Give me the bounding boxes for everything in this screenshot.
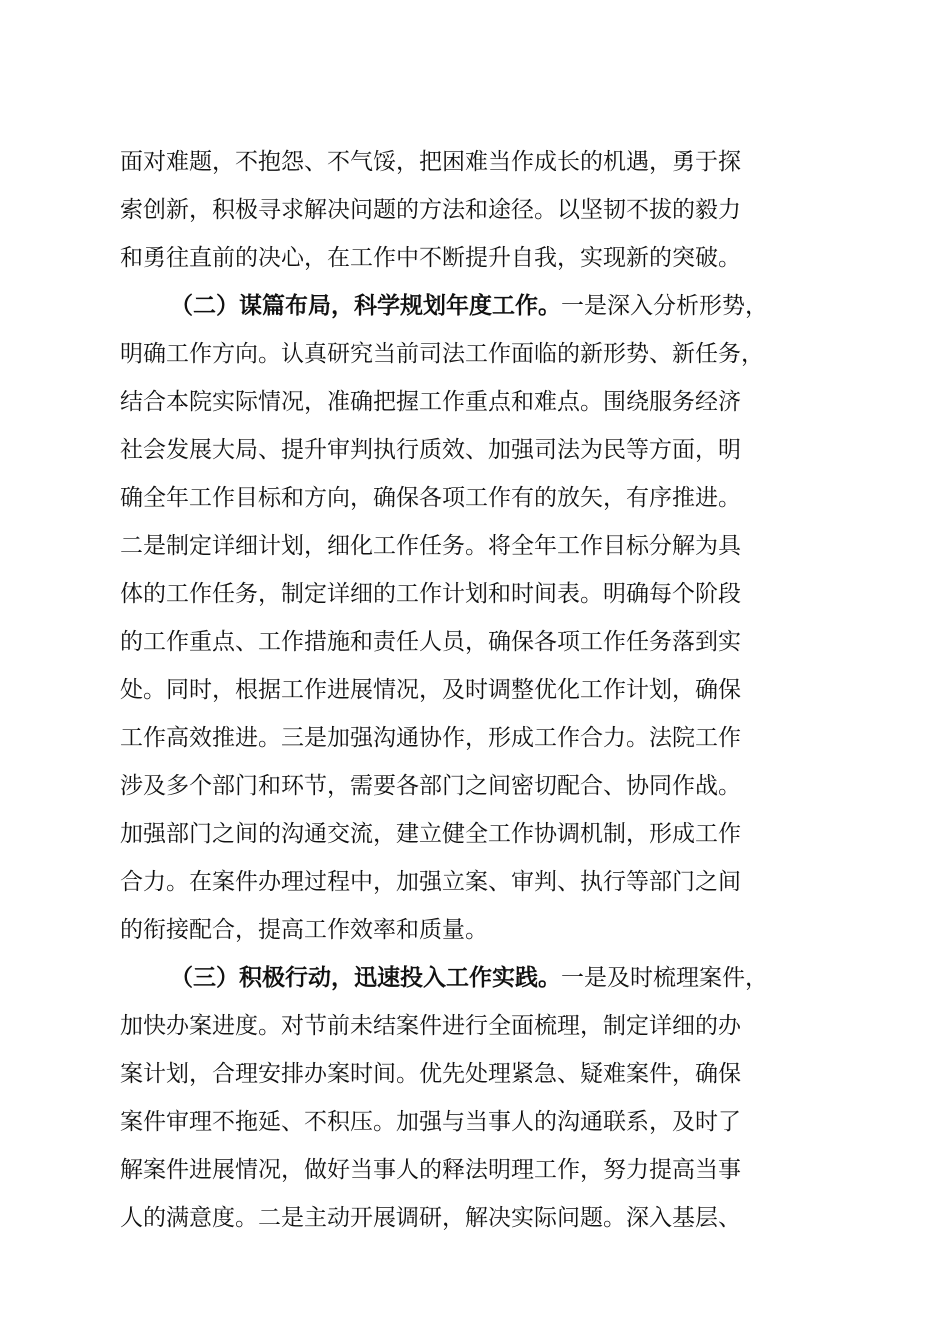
text-line: 明确工作方向。认真研究当前司法工作面临的新形势、新任务，: [120, 341, 764, 367]
text-line: 加强部门之间的沟通交流，建立健全工作协调机制，形成工作: [120, 821, 741, 847]
text-line: 解案件进展情况，做好当事人的释法明理工作，努力提高当事: [120, 1157, 741, 1183]
section-heading-2-rest: 一是深入分析形势，: [561, 293, 768, 319]
text-line: 加快办案进度。对节前未结案件进行全面梳理，制定详细的办: [120, 1013, 741, 1039]
text-line: 二是制定详细计划，细化工作任务。将全年工作目标分解为具: [120, 533, 741, 559]
section-heading-3-title: （三）积极行动，迅速投入工作实践。: [170, 964, 561, 991]
section-heading-2-title: （二）谋篇布局，科学规划年度工作。: [170, 292, 561, 319]
text-line: 合力。在案件办理过程中，加强立案、审判、执行等部门之间: [120, 869, 741, 895]
text-line: 处。同时，根据工作进展情况，及时调整优化工作计划，确保: [120, 677, 741, 703]
text-line: 体的工作任务，制定详细的工作计划和时间表。明确每个阶段: [120, 581, 741, 607]
text-line: 案计划，合理安排办案时间。优先处理紧急、疑难案件，确保: [120, 1061, 741, 1087]
text-line: 结合本院实际情况，准确把握工作重点和难点。围绕服务经济: [120, 389, 741, 415]
section-heading-2: [170, 286, 768, 326]
text-line: 确全年工作目标和方向，确保各项工作有的放矢，有序推进。: [120, 485, 741, 511]
text-line: 工作高效推进。三是加强沟通协作，形成工作合力。法院工作: [120, 725, 741, 751]
text-line: 案件审理不拖延、不积压。加强与当事人的沟通联系，及时了: [120, 1109, 741, 1135]
text-line: 涉及多个部门和环节，需要各部门之间密切配合、协同作战。: [120, 773, 741, 799]
text-line: 人的满意度。二是主动开展调研，解决实际问题。深入基层、: [120, 1205, 741, 1231]
text-line: 的工作重点、工作措施和责任人员，确保各项工作任务落到实: [120, 629, 741, 655]
section-heading-3-rest: 一是及时梳理案件，: [561, 965, 768, 991]
section-heading-3: [170, 958, 768, 998]
text-line: 和勇往直前的决心，在工作中不断提升自我，实现新的突破。: [120, 245, 741, 271]
text-line: 的衔接配合，提高工作效率和质量。: [120, 917, 488, 943]
text-line: 索创新，积极寻求解决问题的方法和途径。以坚韧不拔的毅力: [120, 197, 741, 223]
text-line: 社会发展大局、提升审判执行质效、加强司法为民等方面，明: [120, 437, 741, 463]
text-line: 面对难题，不抱怨、不气馁，把困难当作成长的机遇，勇于探: [120, 149, 741, 175]
